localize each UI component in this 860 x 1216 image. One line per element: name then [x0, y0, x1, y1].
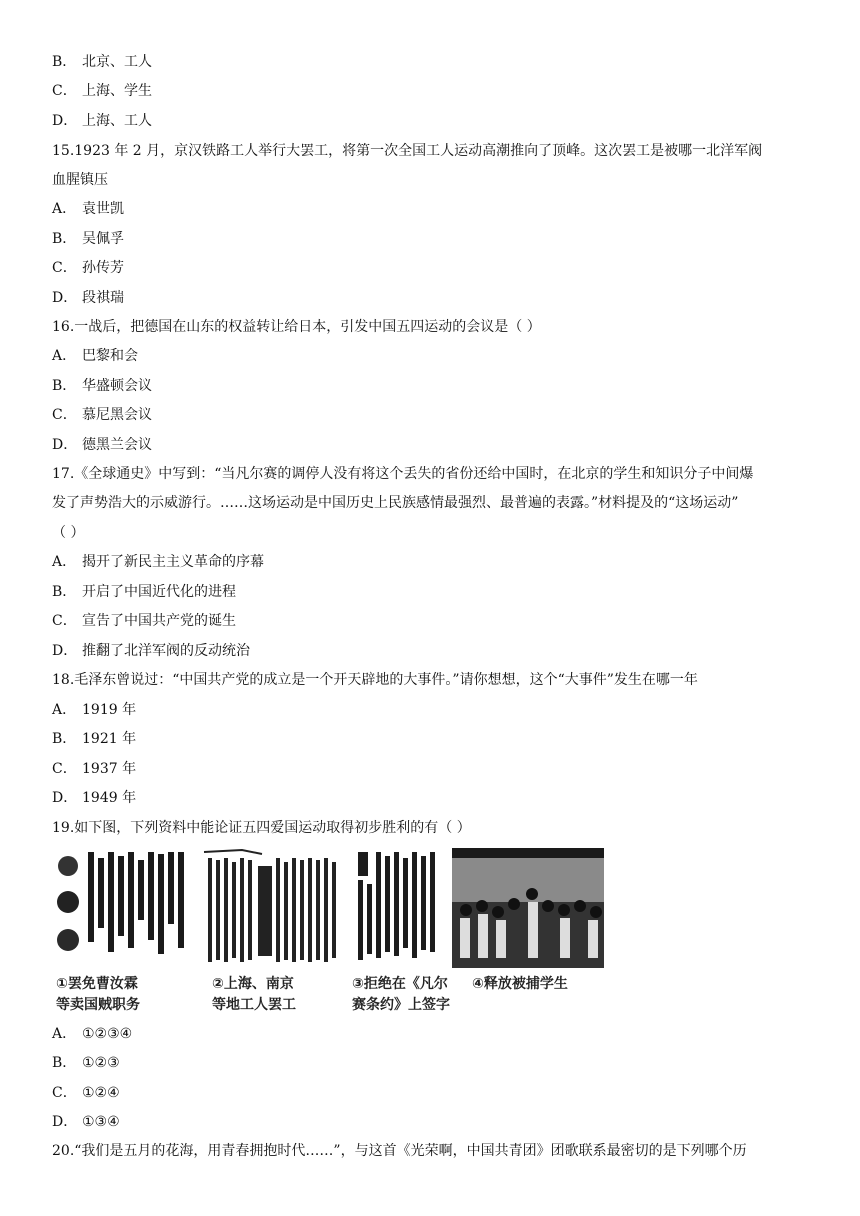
q19-photo-strike-newspaper — [202, 848, 342, 968]
q17-stem: 17.《全球通史》中写到：“当凡尔赛的调停人没有将这个丢失的省份还给中国时，在北京的学生和知识分子中间爆 — [52, 466, 754, 482]
q19-figure-row — [52, 848, 612, 1020]
q16-option-c: C． 慕尼黑会议 — [52, 407, 152, 423]
q17-option-d: D． 推翻了北洋军阀的反动统治 — [52, 643, 250, 659]
q19-caption-3: ③拒绝在《凡尔 赛条约》上签字 — [352, 976, 450, 1013]
q17-option-c: C． 宣告了中国共产党的诞生 — [52, 613, 236, 629]
q17-stem-paren: （ ） — [52, 525, 85, 541]
q16-option-b: B． 华盛顿会议 — [52, 378, 152, 394]
q14-option-b: B． 北京、工人 — [52, 54, 152, 70]
q18-stem: 18.毛泽东曾说过：“中国共产党的成立是一个开天辟地的大事件。”请你想想，这个“大事件”发生在哪一年 — [52, 672, 698, 688]
q19-option-b: B． ①②③ — [52, 1055, 120, 1071]
q16-stem: 16.一战后，把德国在山东的权益转让给日本，引发中国五四运动的会议是（ ） — [52, 319, 541, 335]
q19-photo-dismissal-newspaper — [52, 848, 190, 968]
q18-option-b: B． 1921 年 — [52, 731, 137, 747]
q17-stem-cont: 发了声势浩大的示威游行。……这场运动是中国历史上民族感情最强烈、最普遍的表露。”材料提及的“这场运动” — [52, 495, 739, 511]
q17-option-b: B． 开启了中国近代化的进程 — [52, 584, 236, 600]
q16-option-d: D． 德黑兰会议 — [52, 437, 152, 453]
q14-option-d: D． 上海、工人 — [52, 113, 152, 129]
q18-option-d: D． 1949 年 — [52, 790, 137, 806]
q19-stem: 19.如下图，下列资料中能论证五四爱国运动取得初步胜利的有（ ） — [52, 820, 471, 836]
q15-option-a: A． 袁世凯 — [52, 201, 124, 217]
q20-stem: 20.“我们是五月的花海，用青春拥抱时代……”，与这首《光荣啊，中国共青团》团歌联系最密切的是下列哪个历 — [52, 1143, 747, 1159]
q19-caption-2: ②上海、南京 等地工人罢工 — [212, 976, 296, 1013]
q16-option-a: A． 巴黎和会 — [52, 348, 138, 364]
q19-caption-1: ①罢免曹汝霖 等卖国贼职务 — [56, 976, 140, 1013]
q19-option-c: C． ①②④ — [52, 1085, 120, 1101]
q15-stem: 15.1923 年 2 月，京汉铁路工人举行大罢工，将第一次全国工人运动高潮推向了顶峰。这次罢工是被哪一北洋军阀 — [52, 143, 763, 159]
q17-option-a: A． 揭开了新民主主义革命的序幕 — [52, 554, 264, 570]
q15-option-b: B． 吴佩孚 — [52, 231, 124, 247]
q15-stem-cont: 血腥镇压 — [52, 172, 108, 188]
q19-option-a: A． ①②③④ — [52, 1026, 133, 1042]
q14-option-c: C． 上海、学生 — [52, 83, 152, 99]
q19-option-d: D． ①③④ — [52, 1114, 120, 1130]
q15-option-d: D． 段祺瑞 — [52, 290, 124, 306]
q19-photo-refusal-newspaper — [352, 848, 444, 968]
q19-caption-4: ④释放被捕学生 — [472, 976, 568, 992]
q18-option-a: A． 1919 年 — [52, 702, 137, 718]
q18-option-c: C． 1937 年 — [52, 761, 137, 777]
q15-option-c: C． 孙传芳 — [52, 260, 124, 276]
q19-photo-released-students — [452, 848, 604, 968]
